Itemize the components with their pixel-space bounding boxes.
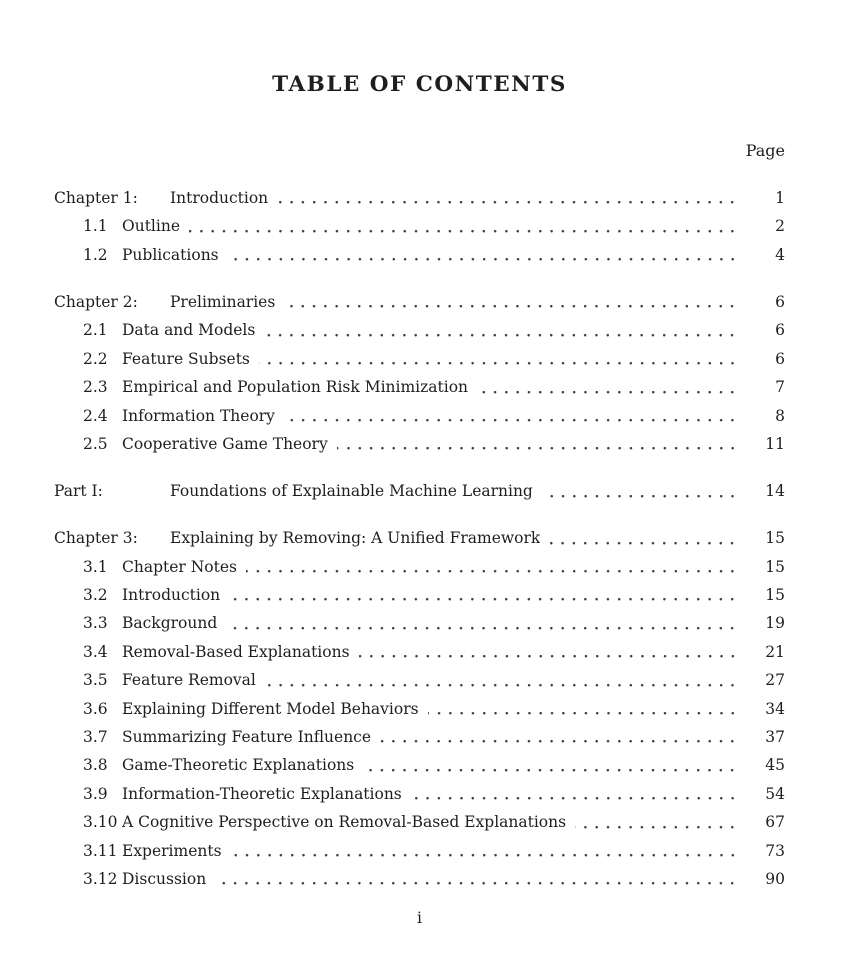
toc-entry-title: Background xyxy=(122,614,218,633)
toc-entry-page: 11 xyxy=(765,434,785,453)
dot-leader xyxy=(189,212,739,240)
toc-entry-label: 1.2 xyxy=(83,245,108,264)
toc-entry-title: Cooperative Game Theory xyxy=(122,434,328,453)
toc-entry-page: 21 xyxy=(765,642,785,661)
toc-entry xyxy=(54,373,785,401)
toc-entry xyxy=(54,609,785,637)
toc-entry-title: Information Theory xyxy=(122,406,275,425)
toc-entry xyxy=(54,477,785,505)
dot-leader xyxy=(226,609,739,637)
toc-entry-label: Chapter 2: xyxy=(54,292,138,311)
toc-entry xyxy=(54,723,785,751)
dot-leader xyxy=(264,316,739,344)
toc-entry-label: 3.11 xyxy=(83,841,118,860)
dot-leader xyxy=(363,751,739,779)
toc-entry-page: 19 xyxy=(765,614,785,633)
toc-entry-label: 1.1 xyxy=(83,217,108,236)
dot-leader xyxy=(284,288,739,316)
toc-entry-label: 2.5 xyxy=(83,434,108,453)
toc-entry xyxy=(54,837,785,865)
toc-entry-label: Chapter 3: xyxy=(54,529,138,548)
toc-entry-label: 3.9 xyxy=(83,784,108,803)
toc-entry xyxy=(54,780,785,808)
dot-leader xyxy=(277,184,739,212)
toc-entry-label: Part I: xyxy=(54,482,103,501)
dot-leader xyxy=(477,373,739,401)
toc-list xyxy=(54,184,785,893)
dot-leader xyxy=(231,837,739,865)
toc-entry-page: 45 xyxy=(765,756,785,775)
toc-entry-label: 3.4 xyxy=(83,642,108,661)
toc-entry xyxy=(54,288,785,316)
dot-leader xyxy=(411,780,739,808)
toc-entry xyxy=(54,751,785,779)
toc-entry-title: Experiments xyxy=(122,841,222,860)
toc-entry-page: 8 xyxy=(775,406,785,425)
folio-page-number: i xyxy=(417,909,422,928)
dot-leader xyxy=(359,638,739,666)
toc-entry xyxy=(54,430,785,458)
dot-leader xyxy=(380,723,739,751)
toc-entry xyxy=(54,241,785,269)
toc-entry-label: 3.5 xyxy=(83,671,108,690)
toc-entry-page: 14 xyxy=(765,482,785,501)
toc-entry-title: Outline xyxy=(122,217,180,236)
toc-entry-page: 6 xyxy=(775,321,785,340)
toc-entry-label: 3.12 xyxy=(83,869,118,888)
toc-entry-page: 6 xyxy=(775,292,785,311)
toc-entry-page: 67 xyxy=(765,813,785,832)
dot-leader xyxy=(265,666,739,694)
toc-entry-page: 15 xyxy=(765,557,785,576)
toc-entry xyxy=(54,581,785,609)
toc-entry-label: 2.2 xyxy=(83,349,108,368)
dot-leader xyxy=(284,402,739,430)
toc-entry-label: Chapter 1: xyxy=(54,189,138,207)
toc-entry-page: 15 xyxy=(765,586,785,605)
toc-entry-label: 3.10 xyxy=(83,813,118,832)
toc-entry-title: Summarizing Feature Influence xyxy=(122,728,372,747)
text-block xyxy=(54,0,785,929)
toc-entry xyxy=(54,402,785,430)
toc-entry-label: 3.1 xyxy=(83,557,108,576)
toc-entry-title: Foundations of Explainable Machine Learning xyxy=(170,482,533,501)
toc-entry-page: 4 xyxy=(775,245,785,264)
toc-entry-page: 15 xyxy=(765,529,785,548)
toc-entry-title: A Cognitive Perspective on Removal-Based Explanations xyxy=(122,813,567,832)
toc-entry-page: 27 xyxy=(765,671,785,690)
toc-entry xyxy=(54,184,785,212)
toc-entry-title: Introduction xyxy=(122,586,221,605)
dot-leader xyxy=(575,808,739,836)
toc-entry-title: Game-Theoretic Explanations xyxy=(122,756,355,775)
toc-entry-label: 2.4 xyxy=(83,406,108,425)
toc-entry-label: 3.7 xyxy=(83,728,108,747)
toc-entry-label: 2.3 xyxy=(83,378,108,397)
toc-entry xyxy=(54,695,785,723)
toc-entry-title: Empirical and Population Risk Minimization xyxy=(122,378,469,397)
toc-entry-title: Feature Subsets xyxy=(122,349,250,368)
toc-entry-title: Explaining by Removing: A Unified Framework xyxy=(170,529,541,548)
toc-entry xyxy=(54,524,785,552)
page-title: TABLE OF CONTENTS xyxy=(272,72,567,97)
dot-leader xyxy=(228,241,739,269)
toc-entry xyxy=(54,553,785,581)
toc-entry xyxy=(54,212,785,240)
dot-leader xyxy=(428,695,739,723)
toc-entry-title: Information-Theoretic Explanations xyxy=(122,784,402,803)
toc-entry xyxy=(54,638,785,666)
toc-entry-title: Feature Removal xyxy=(122,671,256,690)
toc-entry-page: 7 xyxy=(775,378,785,397)
toc-entry-title: Introduction xyxy=(170,189,269,207)
page-column-header: Page xyxy=(745,141,785,160)
toc-entry-page: 6 xyxy=(775,349,785,368)
toc-entry-label: 3.3 xyxy=(83,614,108,633)
toc-entry xyxy=(54,316,785,344)
dot-leader xyxy=(549,524,739,552)
toc-entry xyxy=(54,808,785,836)
dot-leader xyxy=(215,865,739,893)
toc-entry-label: 2.1 xyxy=(83,321,108,340)
toc-entry-title: Data and Models xyxy=(122,321,256,340)
toc-entry-label: 3.2 xyxy=(83,586,108,605)
toc-entry xyxy=(54,865,785,893)
dot-leader xyxy=(542,477,739,505)
toc-entry-page: 34 xyxy=(765,699,785,718)
toc-entry-page: 37 xyxy=(765,728,785,747)
toc-entry-label: 3.6 xyxy=(83,699,108,718)
dot-leader xyxy=(337,430,739,458)
toc-entry-title: Discussion xyxy=(122,869,207,888)
toc-entry xyxy=(54,666,785,694)
toc-entry-title: Publications xyxy=(122,245,219,264)
toc-entry-page: 2 xyxy=(775,217,785,236)
dot-leader xyxy=(246,553,739,581)
toc-entry-title: Removal-Based Explanations xyxy=(122,642,350,661)
toc-entry-title: Chapter Notes xyxy=(122,557,237,576)
dot-leader xyxy=(229,581,739,609)
toc-entry-page: 1 xyxy=(775,189,785,207)
toc-entry-page: 73 xyxy=(765,841,785,860)
toc-entry-label: 3.8 xyxy=(83,756,108,775)
toc-entry-page: 90 xyxy=(765,869,785,888)
toc-entry-page: 54 xyxy=(765,784,785,803)
dot-leader xyxy=(259,345,739,373)
toc-entry-title: Explaining Different Model Behaviors xyxy=(122,699,419,718)
toc-entry-title: Preliminaries xyxy=(170,292,276,311)
toc-entry xyxy=(54,345,785,373)
